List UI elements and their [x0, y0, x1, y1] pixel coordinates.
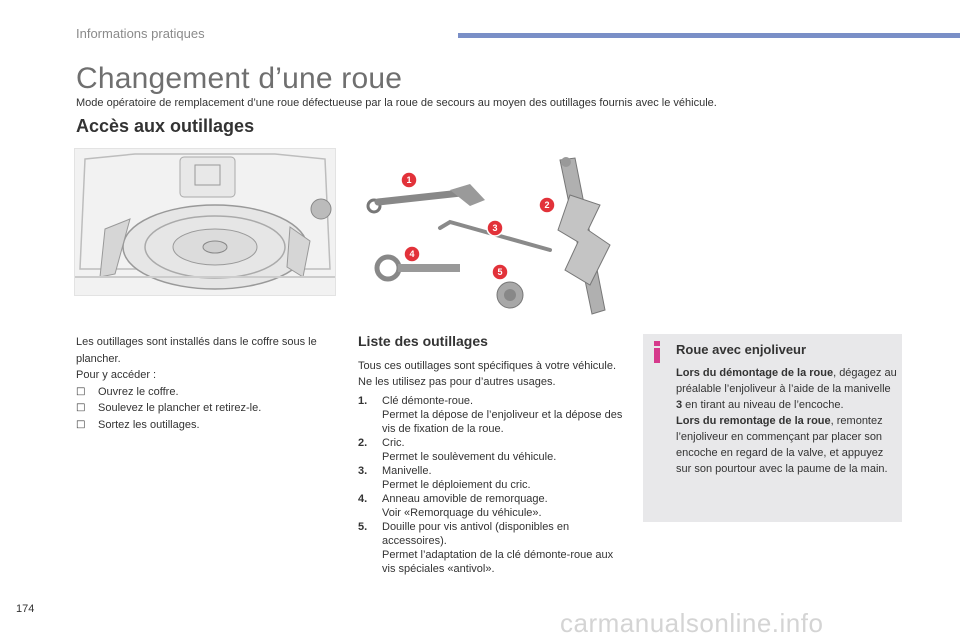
list-item: 4. Anneau amovible de remorquage. Voir «Remorquage du véhicule».: [358, 493, 548, 519]
info-title: Roue avec enjoliveur: [676, 342, 807, 357]
tools-items: [358, 394, 628, 576]
svg-text:5: 5: [497, 267, 503, 277]
jack-tool: [558, 157, 610, 314]
list-item: 2. Cric. Permet le soulèvement du véhicule.: [358, 437, 557, 463]
access-steps: [76, 384, 346, 434]
list-item: □ Ouvrez le coffre.: [76, 384, 346, 401]
badge-5: [492, 264, 508, 280]
section-header: Informations pratiques: [76, 26, 205, 41]
info-text: [676, 365, 898, 477]
svg-text:1: 1: [406, 175, 412, 185]
badge-4: [404, 246, 420, 262]
list-item: 1. Clé démonte-roue. Permet la dépose de l’enjoliveur et la dépose des vis de fixation de la roue.: [358, 395, 623, 435]
access-intro-2: Pour y accéder :: [76, 369, 157, 381]
svg-text:4: 4: [409, 249, 415, 259]
badge-1: [401, 172, 417, 188]
removal-paragraph: Lors du démontage de la roue, dégagez au préalable l’enjoliveur à l’aide de la manivelle 3 en tirant au niveau de l’encoche.: [676, 367, 897, 411]
section-title: Accès aux outillages: [76, 116, 255, 136]
badge-3: [487, 220, 503, 236]
tools-illustration: [360, 150, 630, 320]
fitting-paragraph: Lors du remontage de la roue, remontez l’enjoliveur en commençant par placer son encoche en regard de la valve, et appuyez sur son pourtour avec la paume de la main.: [676, 415, 888, 475]
trunk-drawing: [75, 149, 335, 295]
tools-list: [358, 358, 628, 576]
tools-intro: Tous ces outillages sont spécifiques à votre véhicule. Ne les utilisez pas pour d’autres usages.: [358, 360, 617, 388]
trunk-illustration: [74, 148, 336, 296]
list-item: □ Sortez les outillages.: [76, 417, 346, 434]
anti-theft-socket-tool: [497, 282, 523, 308]
page-subtitle: Mode opératoire de remplacement d’une roue défectueuse par la roue de secours au moyen des outillages fournis avec le véhicule.: [76, 97, 717, 109]
svg-text:2: 2: [544, 200, 550, 210]
tools-list-title: Liste des outillages: [358, 333, 488, 349]
tow-ring-tool: [377, 257, 460, 279]
badge-2: [539, 197, 555, 213]
checkbox-bullet-icon: □: [76, 418, 86, 430]
page-number: 174: [16, 603, 35, 615]
checkbox-bullet-icon: □: [76, 385, 86, 397]
header-bar: [458, 33, 960, 38]
svg-text:3: 3: [492, 223, 498, 233]
wheel-brace-tool: [368, 184, 485, 212]
list-item: 5. Douille pour vis antivol (disponibles en accessoires). Permet l’adaptation de la clé démonte-roue aux vis spéciales «antivol».: [358, 521, 614, 575]
list-item: 3. Manivelle. Permet le déploiement du cric.: [358, 465, 531, 491]
access-instructions: [76, 334, 346, 433]
checkbox-bullet-icon: □: [76, 402, 86, 413]
list-item: □ Soulevez le plancher et retirez-le.: [76, 400, 346, 417]
access-intro: Les outillages sont installés dans le coffre sous le plancher.: [76, 336, 317, 365]
info-icon: [651, 341, 663, 363]
watermark: carmanualsonline.info: [560, 608, 824, 638]
page-title: Changement d’une roue: [76, 62, 403, 95]
